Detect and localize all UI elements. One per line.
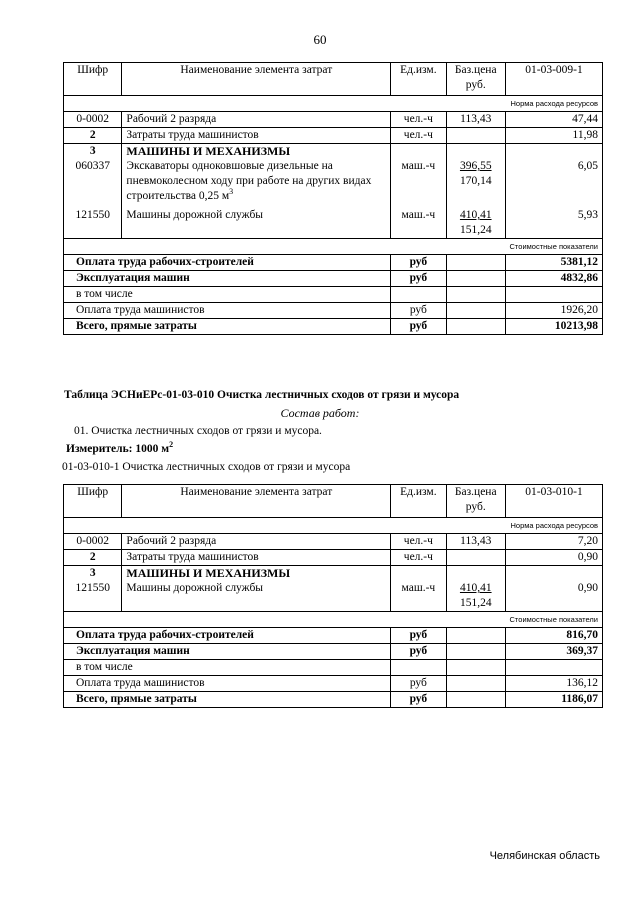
works-heading: Состав работ: [280, 406, 360, 420]
total-row [64, 287, 603, 303]
section-heading: МАШИНЫ И МЕХАНИЗМЫ [122, 144, 391, 160]
norm-label: Норма расхода ресурсов [505, 96, 602, 112]
row-unit: чел.-ч [391, 112, 446, 128]
cost-label: Стоимостные показатели [505, 239, 602, 255]
total-value: 136,12 [505, 676, 602, 692]
row-value: 11,98 [505, 128, 602, 144]
table-row [64, 128, 603, 144]
row-name: Экскаваторы одноковшовые дизельные на пневмоколесном ходу при работе на других видах строительства 0,25 $м^3$ [122, 159, 391, 204]
row-value: 5,93 [505, 204, 602, 239]
total-value: 10213,98 [505, 319, 602, 335]
row-price: 410,41 151,24 [446, 204, 505, 239]
row-unit: маш.-ч [391, 581, 446, 612]
row-code: 0-0002 [64, 112, 122, 128]
total-value: 369,37 [505, 644, 602, 660]
row-code: 2 [64, 550, 122, 566]
cost-label-row [64, 612, 603, 628]
total-label: Эксплуатация машин [64, 644, 391, 660]
norm-label-row [64, 518, 603, 534]
section-heading: МАШИНЫ И МЕХАНИЗМЫ [122, 566, 391, 582]
header-table-id: 01-03-010-1 [505, 485, 602, 518]
row-code: 121550 [64, 581, 122, 612]
total-unit: руб [391, 628, 446, 644]
table-row [64, 204, 603, 239]
total-value: 1926,20 [505, 303, 602, 319]
row-unit: маш.-ч [391, 159, 446, 204]
total-row [64, 628, 603, 644]
row-name: Затраты труда машинистов [122, 128, 391, 144]
total-value: 816,70 [505, 628, 602, 644]
total-row [64, 303, 603, 319]
row-value: 0,90 [505, 581, 602, 612]
total-row [64, 644, 603, 660]
table-row [64, 112, 603, 128]
row-price: 113,43 [446, 112, 505, 128]
estimate-table-2 [63, 484, 603, 708]
total-row [64, 676, 603, 692]
header-code: Шифр [64, 485, 122, 518]
total-label: Эксплуатация машин [64, 271, 391, 287]
estimate-table-1 [63, 62, 603, 335]
total-unit: руб [391, 676, 446, 692]
page-number: 60 [313, 32, 327, 47]
row-code: 121550 [64, 204, 122, 239]
row-value: 6,05 [505, 159, 602, 204]
total-row [64, 271, 603, 287]
header-code: Шифр [64, 63, 122, 96]
total-row [64, 319, 603, 335]
row-name: Рабочий 2 разряда [122, 112, 391, 128]
row-name: Машины дорожной службы [122, 581, 391, 612]
total-label: Всего, прямые затраты [64, 319, 391, 335]
total-row [64, 660, 603, 676]
row-price: 410,41 151,24 [446, 581, 505, 612]
norm-label-row [64, 96, 603, 112]
cost-label: Стоимостные показатели [505, 612, 602, 628]
total-unit: руб [391, 303, 446, 319]
header-price: Баз.цена руб. [446, 485, 505, 518]
row-value: 7,20 [505, 534, 602, 550]
total-value: 4832,86 [505, 271, 602, 287]
header-table-id: 01-03-009-1 [505, 63, 602, 96]
row-code: 060337 [64, 159, 122, 204]
row-value: 0,90 [505, 550, 602, 566]
total-label: Оплата труда рабочих-строителей [64, 255, 391, 271]
table-row [64, 159, 603, 204]
row-name: Затраты труда машинистов [122, 550, 391, 566]
footer-region: Челябинская область [489, 850, 600, 862]
row-value: 47,44 [505, 112, 602, 128]
cost-label-row [64, 239, 603, 255]
header-unit: Ед.изм. [391, 485, 446, 518]
row-price: 113,43 [446, 534, 505, 550]
total-unit: руб [391, 271, 446, 287]
total-unit: руб [391, 644, 446, 660]
row-code: 3 [64, 144, 122, 160]
total-value: 1186,07 [505, 692, 602, 708]
total-label: Оплата труда машинистов [64, 676, 391, 692]
norm-label: Норма расхода ресурсов [505, 518, 602, 534]
row-price: 396,55 170,14 [446, 159, 505, 204]
table-row [64, 566, 603, 582]
row-code: 0-0002 [64, 534, 122, 550]
header-unit: Ед.изм. [391, 63, 446, 96]
row-unit: чел.-ч [391, 550, 446, 566]
row-unit: чел.-ч [391, 128, 446, 144]
table-row [64, 534, 603, 550]
section-title: Таблица ЭСНиЕРс-01-03-010 Очистка лестничных сходов от грязи и мусора [64, 389, 460, 401]
total-unit: руб [391, 319, 446, 335]
total-label: в том числе [64, 660, 391, 676]
table-row [64, 144, 603, 160]
table-header-row [64, 63, 603, 96]
row-unit: маш.-ч [391, 204, 446, 239]
total-label: Оплата труда машинистов [64, 303, 391, 319]
total-row [64, 692, 603, 708]
row-name: Рабочий 2 разряда [122, 534, 391, 550]
header-name: Наименование элемента затрат [122, 485, 391, 518]
total-label: Всего, прямые затраты [64, 692, 391, 708]
meter: Измеритель: 1000 $м^2$ [66, 440, 174, 455]
item-line: 01-03-010-1 Очистка лестничных сходов от грязи и мусора [62, 461, 351, 473]
total-label: Оплата труда рабочих-строителей [64, 628, 391, 644]
header-name: Наименование элемента затрат [122, 63, 391, 96]
total-label: в том числе [64, 287, 391, 303]
total-row [64, 255, 603, 271]
total-value: 5381,12 [505, 255, 602, 271]
total-unit: руб [391, 692, 446, 708]
table-header-row [64, 485, 603, 518]
row-code: 2 [64, 128, 122, 144]
row-unit: чел.-ч [391, 534, 446, 550]
table-row [64, 550, 603, 566]
row-code: 3 [64, 566, 122, 582]
work-item: 01. Очистка лестничных сходов от грязи и мусора. [74, 425, 322, 437]
total-unit: руб [391, 255, 446, 271]
row-name: Машины дорожной службы [122, 204, 391, 239]
table-row [64, 581, 603, 612]
header-price: Баз.цена руб. [446, 63, 505, 96]
